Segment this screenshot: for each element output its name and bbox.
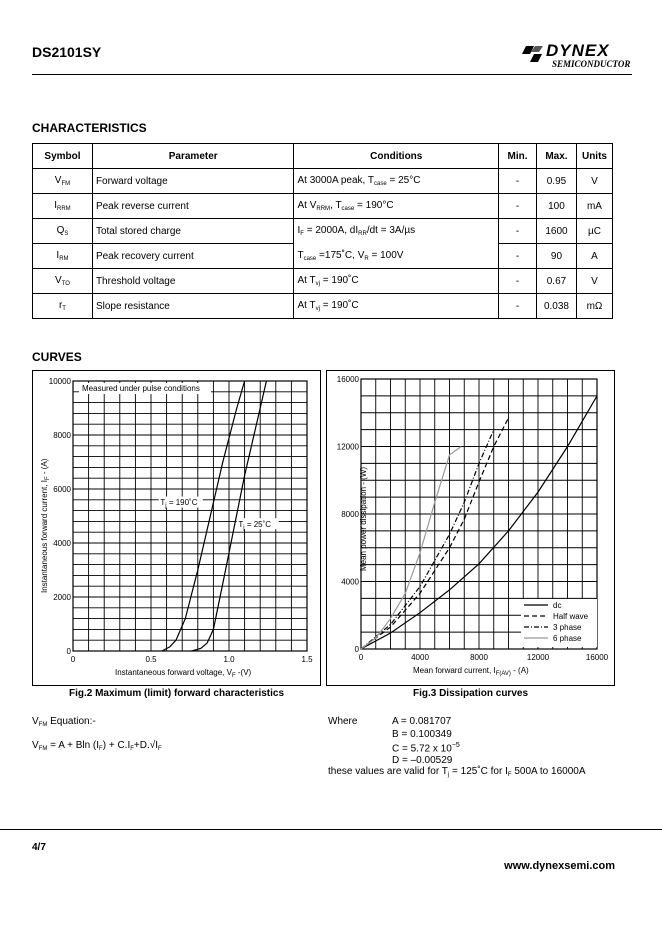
min-cell: -	[499, 219, 537, 244]
plot-frame	[73, 381, 307, 651]
parameter-cell: Peak recovery current	[92, 244, 294, 269]
x-tick-label: 4000	[411, 653, 429, 662]
units-cell: V	[576, 169, 612, 194]
col-header-symbol: Symbol	[33, 144, 93, 169]
col-header-parameter: Parameter	[92, 144, 294, 169]
max-cell: 0.67	[536, 269, 576, 294]
y-axis-label: Mean power dissipation - (W)	[359, 466, 368, 571]
series-label-tj25: $T_j$ = 25˚C	[238, 519, 272, 531]
col-header-max: Max.	[536, 144, 576, 169]
table-row	[33, 269, 613, 294]
x-axis-label: Instantaneous forward voltage, $V_F$ -(V)	[115, 668, 252, 679]
x-axis-label: Mean forward current, $I_{F(AV)} - (A)$	[413, 666, 529, 677]
max-cell: 1600	[536, 219, 576, 244]
conditions-cell: At 3000A peak, $T_{case} = 25^\circ C$	[294, 169, 499, 194]
footer-rule	[0, 829, 662, 830]
symbol-cell: $V_{TO}$	[33, 269, 93, 294]
legend-label: dc	[553, 601, 562, 610]
validity-note: these values are valid for $T_j$ = 125˚C for $I_F$ 500A to 16000A	[328, 766, 586, 778]
x-tick-label: 1.5	[301, 655, 313, 664]
units-cell: mΩ	[576, 294, 612, 319]
fig2-chart-box	[32, 370, 321, 686]
symbol-cell: $I_{RRM}$	[33, 194, 93, 219]
table-row	[33, 169, 613, 194]
fig3-caption: Fig.3 Dissipation curves	[412, 688, 529, 699]
curves-title: CURVES	[32, 350, 82, 364]
fig3-chart-box	[326, 370, 615, 686]
table-row	[33, 194, 613, 219]
y-tick-label: 2000	[53, 593, 71, 602]
dynex-logo	[522, 41, 631, 70]
table-row	[33, 294, 613, 319]
conditions-cell: $I_F = 2000A$, $dI_{RR}/dt = 3A/\mu s$	[294, 219, 499, 244]
characteristics-table	[32, 143, 613, 319]
legend-label: Half wave	[553, 612, 589, 621]
max-cell: 90	[536, 244, 576, 269]
units-cell: V	[576, 269, 612, 294]
parameter-cell: Slope resistance	[92, 294, 294, 319]
x-tick-label: 0	[70, 655, 76, 664]
x-tick-label: 0.5	[145, 655, 157, 664]
col-header-min: Min.	[499, 144, 537, 169]
annotation-text: Measured under pulse conditions	[82, 384, 200, 393]
max-cell: 100	[536, 194, 576, 219]
parameter-cell: Forward voltage	[92, 169, 294, 194]
min-cell: -	[499, 194, 537, 219]
coef-a: A = 0.081707	[392, 716, 452, 727]
fig2-caption: Fig.2 Maximum (limit) forward characteristics	[68, 688, 285, 699]
y-tick-label: 0	[354, 645, 359, 654]
min-cell: -	[499, 244, 537, 269]
x-tick-label: 16000	[585, 653, 609, 662]
logo-wordmark: DYNEX	[546, 41, 610, 60]
min-cell: -	[499, 294, 537, 319]
symbol-cell: $r_T$	[33, 294, 93, 319]
header-rule	[32, 74, 632, 75]
y-tick-label: 10000	[48, 377, 71, 386]
x-tick-label: 12000	[526, 653, 550, 662]
legend-label: 3 phase	[553, 623, 582, 632]
symbol-cell: $V_{FM}$	[33, 169, 93, 194]
col-header-conditions: Conditions	[294, 144, 499, 169]
units-cell: mA	[576, 194, 612, 219]
coef-c: C = 5.72 x $10^{-5}$	[392, 742, 460, 755]
legend-label: 6 phase	[553, 634, 582, 643]
y-tick-label: 4000	[341, 577, 359, 587]
vfm-equation-title: $V_{FM}$ Equation:-	[32, 716, 96, 728]
parameter-cell: Threshold voltage	[92, 269, 294, 294]
logo-subtitle: SEMICONDUCTOR	[552, 59, 631, 69]
parameter-cell: Total stored charge	[92, 219, 294, 244]
website-url: www.dynexsemi.com	[504, 860, 615, 872]
y-tick-label: 4000	[53, 539, 71, 548]
y-tick-label: 8000	[53, 431, 71, 440]
conditions-cell: $T_{case}$ =175˚C, $V_R = 100V$	[294, 244, 499, 269]
max-cell: 0.95	[536, 169, 576, 194]
fig3-chart	[327, 371, 614, 685]
conditions-cell: At $T_{vj}$ = 190˚C	[294, 269, 499, 294]
table-header-row	[33, 144, 613, 169]
x-tick-label: 8000	[470, 653, 488, 662]
min-cell: -	[499, 169, 537, 194]
coef-b: B = 0.100349	[392, 729, 452, 740]
series-line	[361, 430, 494, 649]
y-tick-label: 6000	[53, 485, 71, 494]
dynex-logo-icon	[522, 44, 546, 64]
y-tick-label: 16000	[336, 375, 359, 384]
fig2-chart	[33, 371, 320, 685]
units-cell: µC	[576, 219, 612, 244]
parameter-cell: Peak reverse current	[92, 194, 294, 219]
vfm-formula: $V_{FM} = A + Bln$ $(I_F) + C.I_F+D.√I_F$	[32, 740, 162, 752]
series-label-tj190: $T_j$ = 190˚C	[160, 498, 198, 510]
y-tick-label: 0	[66, 647, 71, 656]
col-header-units: Units	[576, 144, 612, 169]
y-tick-label: 8000	[341, 510, 359, 519]
x-tick-label: 0	[358, 653, 364, 662]
table-row	[33, 244, 613, 269]
symbol-cell: $I_{RM}$	[33, 244, 93, 269]
conditions-cell: At $V_{RRM}$, $T_{case} = 190^\circ C$	[294, 194, 499, 219]
where-label: Where	[328, 716, 358, 727]
table-row	[33, 219, 613, 244]
min-cell: -	[499, 269, 537, 294]
series-line	[162, 381, 245, 651]
document-id: DS2101SY	[32, 44, 102, 60]
max-cell: 0.038	[536, 294, 576, 319]
page-number: 4/7	[32, 842, 46, 853]
y-tick-label: 12000	[336, 442, 359, 452]
units-cell: A	[576, 244, 612, 269]
coef-d: D = –0.00529	[392, 755, 453, 766]
symbol-cell: $Q_S$	[33, 219, 93, 244]
x-tick-label: 1.0	[223, 655, 235, 664]
conditions-cell: At $T_{vj}$ = 190˚C	[294, 294, 499, 319]
y-axis-label: Instantaneous forward current, $I_F - (A)$	[40, 458, 51, 593]
characteristics-title: CHARACTERISTICS	[32, 121, 147, 135]
